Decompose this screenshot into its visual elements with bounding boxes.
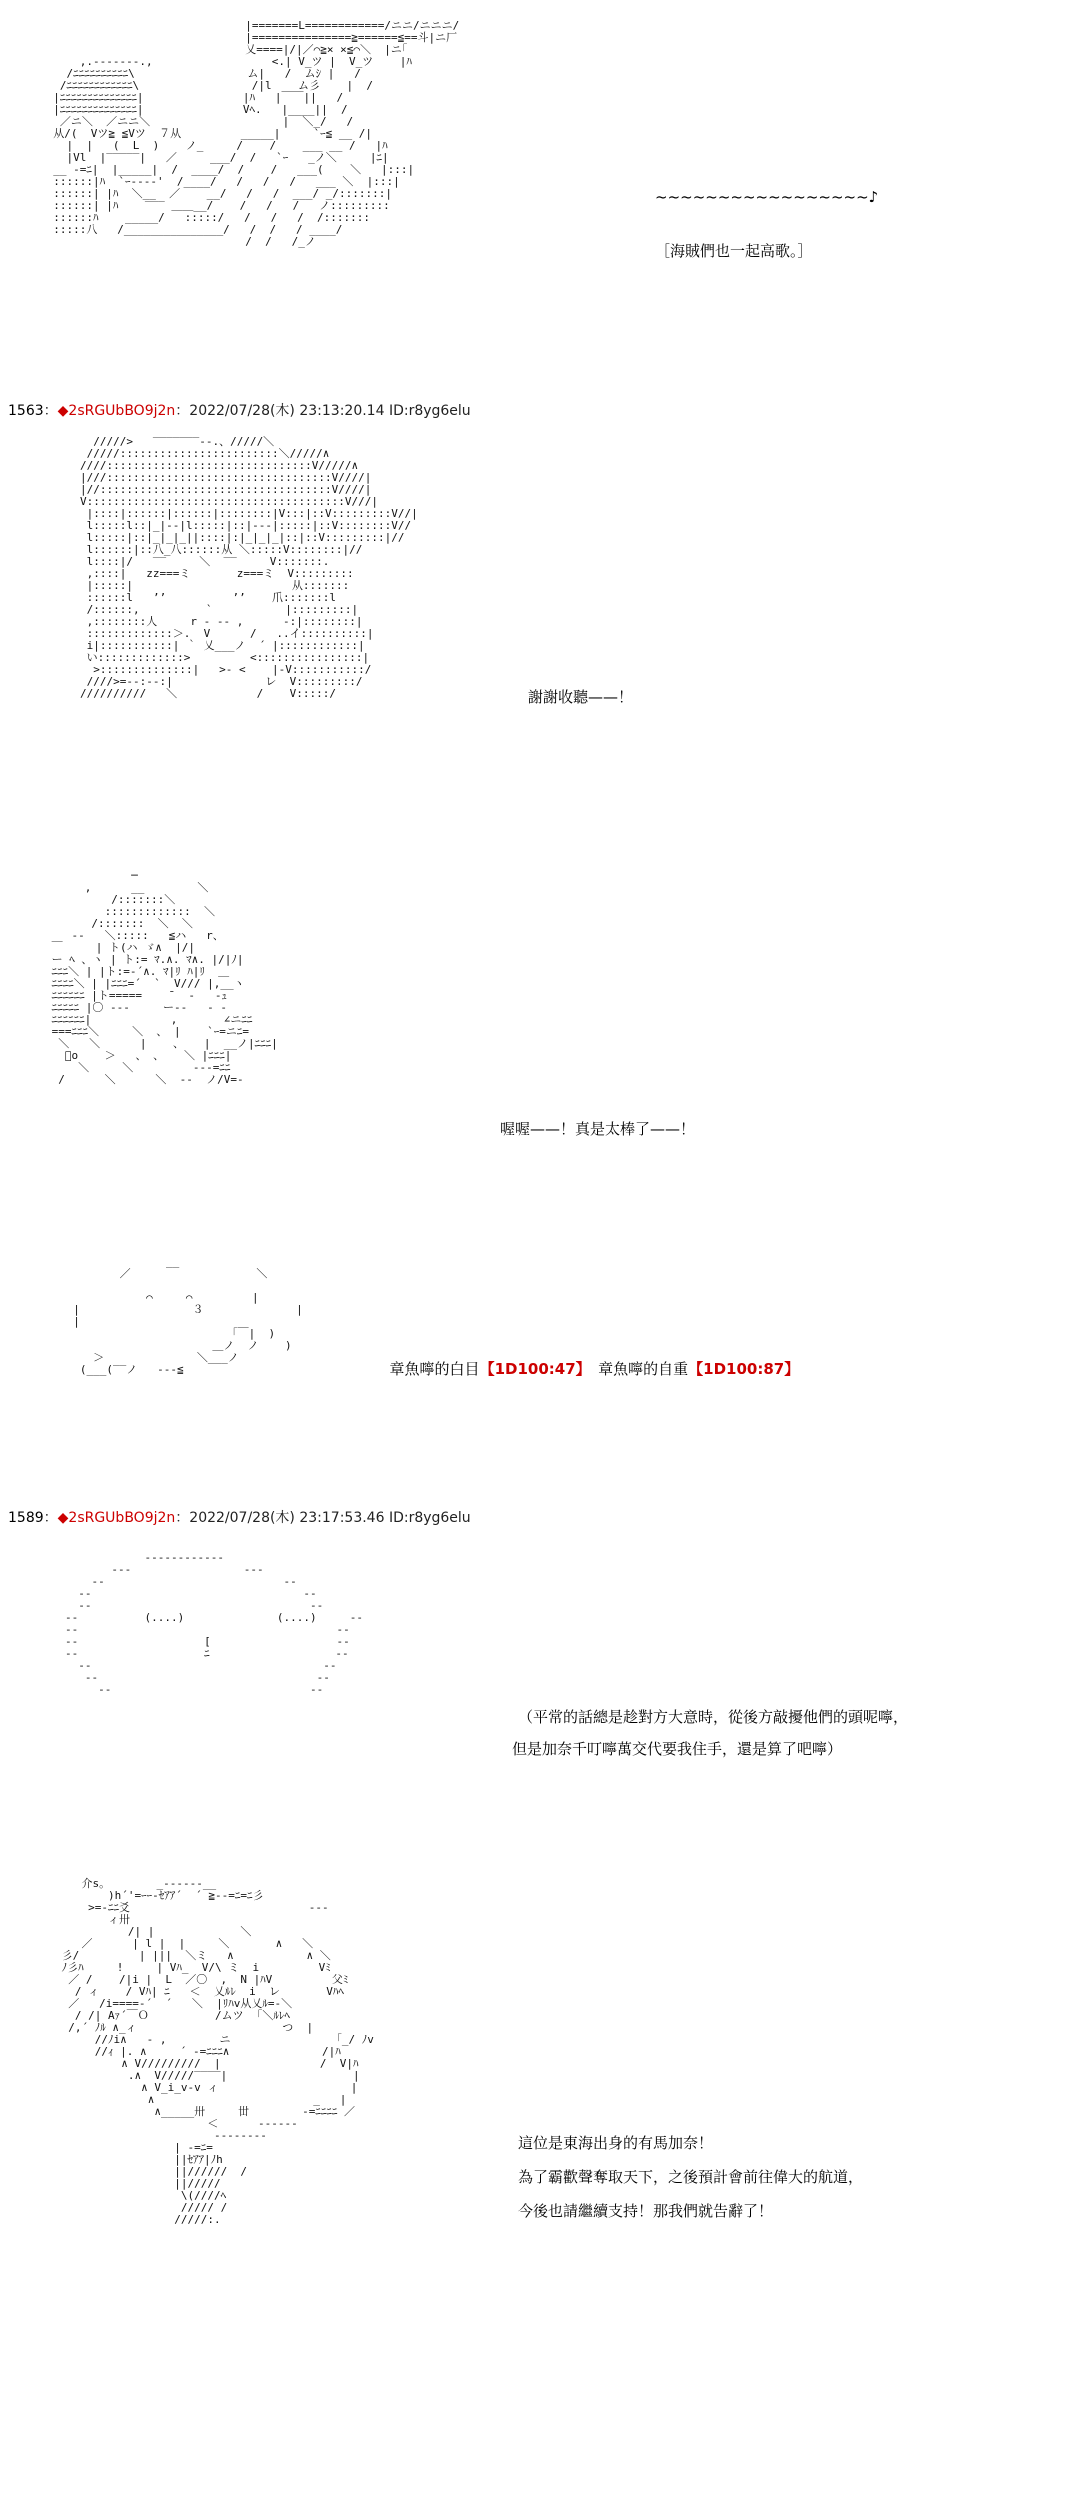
ascii-art-crowd: ─ , __ ＼ /:::::::＼ ::::::::::::: ＼ /::::::: ＼ ＼ -‐ ＼::::: ≦ハ r、 ￣ | ト(ハ ゞ∧ |/| ー ﾍ 、ヽ | ト:= ﾏ.∧. ﾏ∧. |/|ﾉ| ﾆﾆﾆ＼ | |ト:=‐´∧. ﾏ|ﾘ ﾊ|ﾘ ＿ ﾆﾆﾆﾆ＼ | |ﾆﾆﾆ=´ ` V/// |,__ヽ ﾆﾆﾆﾆﾆﾆ |ト===== ̄ ‐ ‐ｭ ﾆﾆﾆﾆﾆ |〇 ‐‐‐ ー‐‐ ‐ ‐ ﾆﾆﾆﾆﾆﾆ| , ∠ニﾆﾆ ===ﾆﾆﾆ＼ ＼ 、 | `ｰ=ニﾆ= ＼ ＼ | 、 | __ノ|ﾆﾆﾆ| ﾟo ＞ 、 、 ＼ |ﾆﾆﾆ| ＼ ＼ ‐-‐=ﾆﾆ / ＼ ＼ ‐‐ ノ/V=‐ [51,869,278,1086]
ascii-art-octopus: __ ／ ＼ ⌒ ⌒ | | ３ | | ｢￣| ) ＿ノ ノ ) ＞ ＼___ノ (___(‾‾ノ ‐‐‐≦ [73,1255,303,1376]
dice-result-1: 【1D100:47】 [479,1360,584,1378]
dialog-thought-2: 但是加奈千叮嚀萬交代要我住手，還是算了吧嚀） [512,1740,843,1758]
dialog-cheer: 喔喔——！真是太棒了——！ [500,1120,696,1138]
ascii-art-round-face: ‐‐‐‐‐‐‐‐‐‐‐‐ ‐‐‐ ‐‐‐ ‐‐ ‐‐ ‐‐ ‐‐ ‐‐ ‐‐ ‐‐ (....) (....) ‐‐ ‐‐ ‐‐ ‐‐ [ ‐‐ ‐‐ ﾆ ‐‐ ‐‐ ‐‐ ‐‐ ‐‐ ‐‐ ‐‐ [65,1551,364,1696]
dialog-singing: ~~~~~~~~~~~~~~~~~♪ [655,188,879,206]
post-number: 1563 [8,403,44,419]
post-date: ：2022/07/28(木) 23:17:53.46 ID:r8yg6elu [175,1510,471,1526]
post-date: ：2022/07/28(木) 23:13:20.14 ID:r8yg6elu [175,403,471,419]
dice-result-2: 【1D100:87】 [688,1360,800,1378]
ascii-art-pirates: |=======L============/ニニ/ニニニ/ |===============≧======≦==斗|ニ厂 乂====|/|／⌒≧× ×≦⌒＼ |ニ｢ ,.-‐‐‐‐‐-., <.| V_ツ | V_ツ |ﾊ /ﾆﾆﾆﾆﾆﾆﾆﾆﾆﾆ\ ム| / ムｼ | / /ﾆﾆﾆﾆﾆﾆﾆﾆﾆﾆﾆﾆ\ /|l ム彡 | / |ﾆﾆﾆﾆﾆﾆﾆﾆﾆﾆﾆﾆﾆﾆ| |ﾊ |￣￣|| / |ﾆﾆﾆﾆﾆﾆﾆﾆﾆﾆﾆﾆﾆﾆ| Vﾍ. |____|| / ／ニ＼ ／ニニ＼ | ＼_/ / 从/( Vツ≧ ≦Vツ ７从 _____| `ｰ≦ __ /| | | ( L ) ノ_ / / ___ __ / |ﾊ |Vl |‾‾‾‾‾| ／ ___/ / `ｰ _ノ＼ |ﾆ| __ -=ﾆ| |_____| / ____/ / / ___( ＼ |:::| ::::::|ﾊ `ｰ‐‐‐‐' /____/ / / / ___ ＼ |:::| ::::::| |ﾊ ＼__ ／ __/ / / ___/ _/:::::::| ::::::| |ﾊ ‾‾‾ ＿＿__/ / / / ノ::::::::: ::::::ﾊ _____/ :::::/ / / / /::::::: :::::八 /_______________/ / / / ____/ / / /_ノ [53,19,460,248]
dialog-dice [380,1336,799,1380]
post-sep: ： [43,1510,58,1526]
post-trip[interactable]: ◆2sRGUbBO9j2n [57,403,176,419]
dialog-thought-1: （平常的話總是趁對方大意時，從後方敲擾他們的頭呢嚀， [518,1708,909,1726]
post-header-1589 [8,1509,471,1527]
dialog-intro-3: 今後也請繼續支持！那我們就告辭了！ [518,2202,774,2220]
dialog-thanks: 謝謝收聽——！ [528,688,634,706]
post-trip[interactable]: ◆2sRGUbBO9j2n [57,1510,176,1526]
dice-label-2: 章魚嚀的自重 [583,1360,689,1378]
dice-label-1: 章魚嚀的白目 [389,1360,480,1378]
post-number: 1589 [8,1510,44,1526]
post-header-1563 [8,402,471,420]
dialog-intro-1: 這位是東海出身的有馬加奈！ [518,2134,714,2152]
dialog-pirates-sing: ［海賊們也一起高歌。］ [655,242,813,260]
ascii-art-girl-hat: 介s。 _‐‐‐‐‐‐__ )h´'=ｰｰ‐ｾｱｱ´ ´ ≧-‐=ﾆ=ﾆ彡 >=-ﾆﾆ爻 ‐‐‐ ィ卅 /| | ＼ ／ | l | | ＼ ∧ ＼ 彡/ | ||| ＼ミ ∧ ∧ ＼ ﾉ彡ﾊ ! | Vﾊ_ V/\ ミ i Vﾐ ／ / /|i | L ／〇 , N |ﾊV 父ﾐ / ィ / Vﾊ| ﾆ ＜ 乂ﾙﾚ i レ Vﾊﾍ ／ /i====‐´ ´ ＼ |ﾘﾊv从乂ﾙ=-＼ / /| Aｧ´￣Ｏ /ムツ ｢＼ﾙﾚﾍ /,´ ﾉﾙ ∧_ィ つ | //ﾉi∧ ‐ , ニ ｢_/ ﾉv //ｨ |. ∧ ´ ‐=ﾆﾆﾆ∧ /|ﾊ ∧ V///////// | / V|ﾊ .∧ V/////‾‾‾‾| | ∧ V_i_v‐v ィ | ∧ _ | ∧_____卅 丗 ‐=ﾆﾆﾆﾆ ／ ＜ ‐‐‐‐‐‐ ‐‐‐‐‐‐‐‐ | ‐=ﾆ= ||ｾｱｱ|ﾉh ||////// / ||///// \(////ﾍ ///// / /////:. [61,1877,374,2226]
post-sep: ： [43,403,58,419]
ascii-art-girl-smile: /////> ‾‾‾‾‾‾‾--.、/////＼ /////::::::::::::::::::::::::＼/////∧ ////:::::::::::::::::::::::::::::::V/////∧ |///::::::::::::::::::::::::::::::::::V////| |//:::::::::::::::::::::::::::::::::::V////| V:::::::::::::::::::::::::::::::::::::::V///| |::::|::::::|::::::|::::::::|V:::|::V:::::::::V//| l:::::l::|_|--|l:::::|::|-‐-|:::::|::V::::::::V// l:::::|::|_|_|_||::::|:|_|_|_|::|::V:::::::::|// l::::::|::八_八::::::从 ＼:::::V::::::::|// l::::|/ ‾‾ ＼ ‾‾ V:::::::. ,::::| zz===ミ z===ミ V::::::::: |:::::| 从::::::: ::::::l ’’ ’’ 爪:::::::l /::::::, ` |:::::::::| ,::::::::人 r ‐ -‐ , ‐:|::::::::| :::::::::::::＞. V / ..イ::::::::::| i|:::::::::::| ｀ 乂___ノ ´ |::::::::::::| い:::::::::::::> <::::::::::::::::| >::::::::::::::| >- < |-V:::::::::::/ ////>=--:‐-:| レ V:::::::::/ ////////// ＼ / V:::::/ [80,435,418,700]
dialog-intro-2: 為了霸歡聲奪取天下，之後預計會前往偉大的航道， [518,2168,864,2186]
